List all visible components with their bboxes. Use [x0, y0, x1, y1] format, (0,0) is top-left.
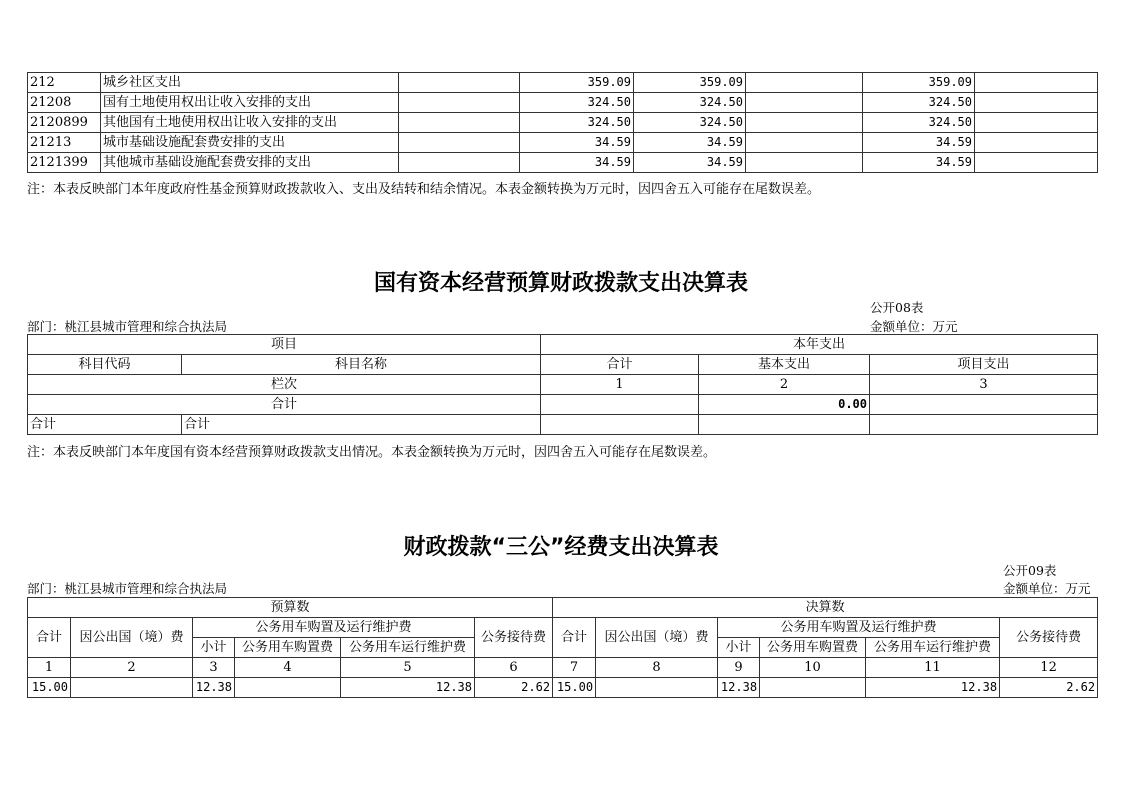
subject-code: 21208	[28, 93, 101, 113]
amount-total: 324.50	[520, 93, 634, 113]
amount-subtotal: 324.50	[634, 113, 746, 133]
amount-cell: 15.00	[553, 678, 596, 698]
table2-form-no: 公开08表	[870, 300, 924, 315]
empty-cell	[399, 73, 520, 93]
amount-total: 324.50	[520, 113, 634, 133]
header-basic-expense: 基本支出	[699, 355, 870, 375]
empty-cell	[975, 133, 1098, 153]
empty-cell	[399, 93, 520, 113]
column-index: 2	[71, 658, 193, 678]
table2-unit: 金额单位：万元	[870, 319, 958, 334]
amount-cell: 15.00	[28, 678, 71, 698]
header-project-expense: 项目支出	[870, 355, 1098, 375]
final-total-header: 合计	[553, 618, 596, 658]
fund-budget-table	[27, 72, 1098, 173]
total-row-label: 合计	[28, 395, 541, 415]
table3-department: 部门：桃江县城市管理和综合执法局	[27, 581, 228, 596]
row-total	[541, 415, 699, 435]
table3-unit: 金额单位：万元	[1003, 581, 1091, 596]
column-index: 7	[553, 658, 596, 678]
column-index: 12	[1000, 658, 1098, 678]
empty-cell	[746, 153, 863, 173]
column-index: 10	[760, 658, 866, 678]
table-row	[28, 93, 1098, 113]
empty-cell	[746, 73, 863, 93]
final-subtotal-header: 小计	[718, 638, 760, 658]
row-basic	[699, 415, 870, 435]
amount-cell: 12.38	[341, 678, 475, 698]
budget-purchase-header: 公务用车购置费	[235, 638, 341, 658]
amount-project: 359.09	[863, 73, 975, 93]
amount-project: 324.50	[863, 93, 975, 113]
final-vehicle-header: 公务用车购置及运行维护费	[718, 618, 1000, 638]
header-subject-code: 科目代码	[28, 355, 182, 375]
header-subject-name: 科目名称	[182, 355, 541, 375]
budget-subtotal-header: 小计	[193, 638, 235, 658]
amount-total: 34.59	[520, 153, 634, 173]
budget-total-header: 合计	[28, 618, 71, 658]
subject-name: 国有土地使用权出让收入安排的支出	[101, 93, 399, 113]
amount-cell	[235, 678, 341, 698]
table2-department: 部门：桃江县城市管理和综合执法局	[27, 319, 228, 334]
total-row-basic: 0.00	[699, 395, 870, 415]
table3-title: 财政拨款“三公”经费支出决算表	[403, 535, 719, 560]
amount-cell: 2.62	[475, 678, 553, 698]
amount-cell	[760, 678, 866, 698]
subject-name: 其他城市基础设施配套费安排的支出	[101, 153, 399, 173]
column-index-1: 1	[541, 375, 699, 395]
amount-subtotal: 359.09	[634, 73, 746, 93]
subject-code: 2120899	[28, 113, 101, 133]
column-index: 5	[341, 658, 475, 678]
amount-subtotal: 34.59	[634, 153, 746, 173]
column-index-row	[28, 658, 1098, 678]
budget-reception-header: 公务接待费	[475, 618, 553, 658]
budget-operation-header: 公务用车运行维护费	[341, 638, 475, 658]
empty-cell	[975, 93, 1098, 113]
empty-cell	[746, 113, 863, 133]
amount-cell	[596, 678, 718, 698]
amount-project: 34.59	[863, 133, 975, 153]
header-budget: 预算数	[28, 598, 553, 618]
column-index: 1	[28, 658, 71, 678]
three-public-expense-table	[27, 597, 1098, 698]
row-subject-name: 合计	[182, 415, 541, 435]
final-abroad-header: 因公出国（境）费	[596, 618, 718, 658]
amount-cell: 12.38	[193, 678, 235, 698]
header-item: 项目	[28, 335, 541, 355]
subject-name: 城市基础设施配套费安排的支出	[101, 133, 399, 153]
empty-cell	[746, 133, 863, 153]
table-row	[28, 678, 1098, 698]
amount-total: 34.59	[520, 133, 634, 153]
amount-subtotal: 324.50	[634, 93, 746, 113]
subject-name: 其他国有土地使用权出让收入安排的支出	[101, 113, 399, 133]
amount-cell: 12.38	[866, 678, 1000, 698]
subject-code: 21213	[28, 133, 101, 153]
empty-cell	[746, 93, 863, 113]
column-index: 11	[866, 658, 1000, 678]
header-final: 决算数	[553, 598, 1098, 618]
column-index: 8	[596, 658, 718, 678]
row-project	[870, 415, 1098, 435]
amount-total: 359.09	[520, 73, 634, 93]
table-row	[28, 113, 1098, 133]
table-row	[28, 73, 1098, 93]
column-index-2: 2	[699, 375, 870, 395]
total-row-project	[870, 395, 1098, 415]
empty-cell	[975, 113, 1098, 133]
final-reception-header: 公务接待费	[1000, 618, 1098, 658]
column-index: 4	[235, 658, 341, 678]
amount-project: 324.50	[863, 113, 975, 133]
empty-cell	[399, 133, 520, 153]
total-row-sum	[541, 395, 699, 415]
column-index: 6	[475, 658, 553, 678]
table3-form-no: 公开09表	[1003, 563, 1057, 578]
amount-subtotal: 34.59	[634, 133, 746, 153]
empty-cell	[399, 113, 520, 133]
subject-name: 城乡社区支出	[101, 73, 399, 93]
empty-cell	[975, 153, 1098, 173]
empty-cell	[975, 73, 1098, 93]
column-index: 3	[193, 658, 235, 678]
column-index: 9	[718, 658, 760, 678]
table1-note: 注：本表反映部门本年度政府性基金预算财政拨款收入、支出及结转和结余情况。本表金额转换为万元时，因四舍五入可能存在尾数误差。	[27, 182, 821, 197]
row-subject-code: 合计	[28, 415, 182, 435]
table-row	[28, 153, 1098, 173]
header-year-expense: 本年支出	[541, 335, 1098, 355]
amount-project: 34.59	[863, 153, 975, 173]
subject-code: 2121399	[28, 153, 101, 173]
budget-vehicle-header: 公务用车购置及运行维护费	[193, 618, 475, 638]
header-total: 合计	[541, 355, 699, 375]
amount-cell	[71, 678, 193, 698]
final-operation-header: 公务用车运行维护费	[866, 638, 1000, 658]
column-index-3: 3	[870, 375, 1098, 395]
empty-cell	[399, 153, 520, 173]
table2-title: 国有资本经营预算财政拨款支出决算表	[373, 271, 748, 296]
column-index-label: 栏次	[28, 375, 541, 395]
subject-code: 212	[28, 73, 101, 93]
state-capital-table	[27, 334, 1098, 435]
amount-cell: 12.38	[718, 678, 760, 698]
table-row	[28, 133, 1098, 153]
budget-abroad-header: 因公出国（境）费	[71, 618, 193, 658]
final-purchase-header: 公务用车购置费	[760, 638, 866, 658]
amount-cell: 2.62	[1000, 678, 1098, 698]
table2-note: 注：本表反映部门本年度国有资本经营预算财政拨款支出情况。本表金额转换为万元时，因四舍五入可能存在尾数误差。	[27, 445, 717, 460]
